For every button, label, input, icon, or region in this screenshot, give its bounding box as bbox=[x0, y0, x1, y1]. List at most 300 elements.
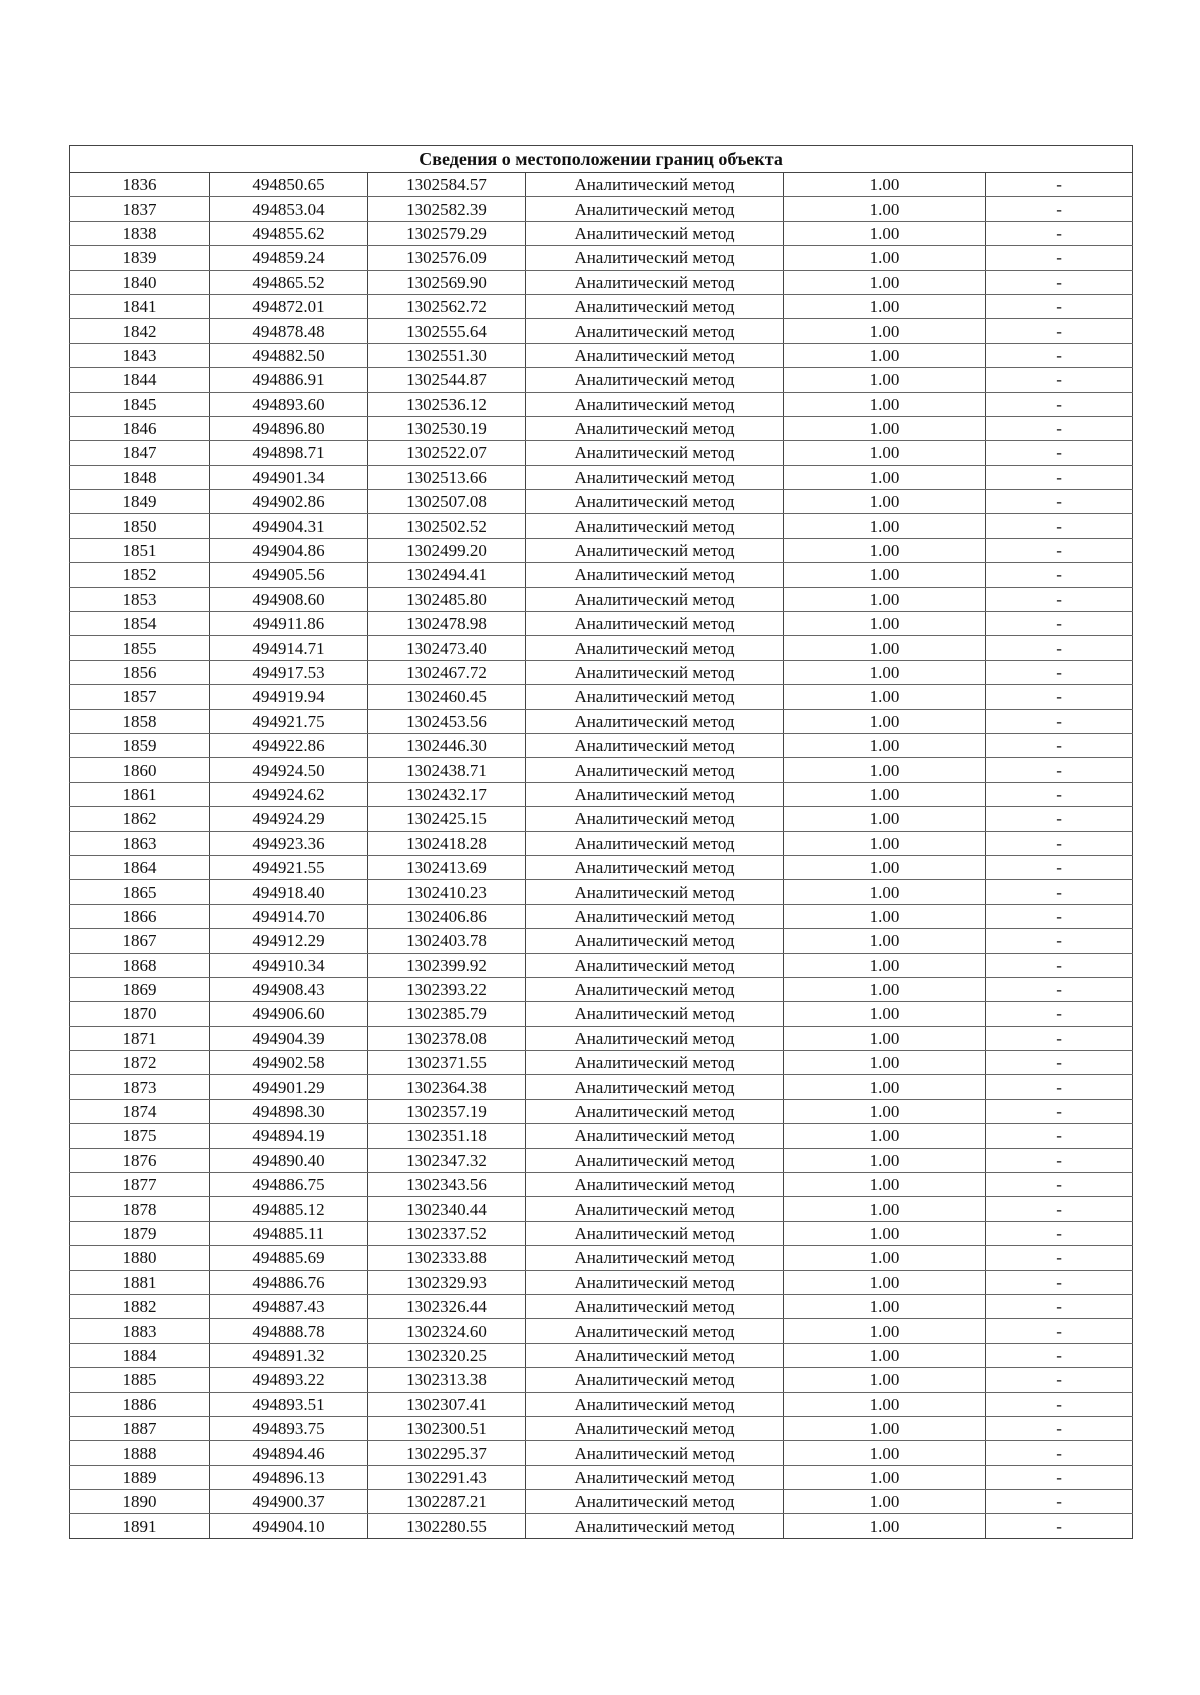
y-coordinate-cell: 1302343.56 bbox=[368, 1173, 526, 1197]
description-cell: - bbox=[986, 977, 1133, 1001]
point-number-cell: 1861 bbox=[70, 782, 210, 806]
point-number-cell: 1855 bbox=[70, 636, 210, 660]
description-cell: - bbox=[986, 904, 1133, 928]
x-coordinate-cell: 494908.60 bbox=[210, 587, 368, 611]
point-number-cell: 1857 bbox=[70, 685, 210, 709]
x-coordinate-cell: 494893.22 bbox=[210, 1368, 368, 1392]
description-cell: - bbox=[986, 392, 1133, 416]
description-cell: - bbox=[986, 831, 1133, 855]
table-row bbox=[70, 1124, 1133, 1148]
point-number-cell: 1870 bbox=[70, 1002, 210, 1026]
method-cell: Аналитический метод bbox=[526, 636, 784, 660]
table-row bbox=[70, 612, 1133, 636]
accuracy-cell: 1.00 bbox=[784, 904, 986, 928]
accuracy-cell: 1.00 bbox=[784, 1148, 986, 1172]
x-coordinate-cell: 494924.50 bbox=[210, 758, 368, 782]
x-coordinate-cell: 494902.86 bbox=[210, 490, 368, 514]
accuracy-cell: 1.00 bbox=[784, 1173, 986, 1197]
description-cell: - bbox=[986, 685, 1133, 709]
accuracy-cell: 1.00 bbox=[784, 855, 986, 879]
point-number-cell: 1880 bbox=[70, 1246, 210, 1270]
accuracy-cell: 1.00 bbox=[784, 807, 986, 831]
accuracy-cell: 1.00 bbox=[784, 733, 986, 757]
accuracy-cell: 1.00 bbox=[784, 1343, 986, 1367]
method-cell: Аналитический метод bbox=[526, 709, 784, 733]
y-coordinate-cell: 1302399.92 bbox=[368, 953, 526, 977]
point-number-cell: 1888 bbox=[70, 1441, 210, 1465]
table-row bbox=[70, 1294, 1133, 1318]
method-cell: Аналитический метод bbox=[526, 587, 784, 611]
table-row bbox=[70, 977, 1133, 1001]
point-number-cell: 1866 bbox=[70, 904, 210, 928]
description-cell: - bbox=[986, 1099, 1133, 1123]
description-cell: - bbox=[986, 490, 1133, 514]
x-coordinate-cell: 494887.43 bbox=[210, 1294, 368, 1318]
x-coordinate-cell: 494901.34 bbox=[210, 465, 368, 489]
x-coordinate-cell: 494912.29 bbox=[210, 929, 368, 953]
table-row bbox=[70, 392, 1133, 416]
method-cell: Аналитический метод bbox=[526, 612, 784, 636]
y-coordinate-cell: 1302494.41 bbox=[368, 563, 526, 587]
x-coordinate-cell: 494917.53 bbox=[210, 660, 368, 684]
description-cell: - bbox=[986, 1319, 1133, 1343]
y-coordinate-cell: 1302403.78 bbox=[368, 929, 526, 953]
table-row bbox=[70, 173, 1133, 197]
x-coordinate-cell: 494923.36 bbox=[210, 831, 368, 855]
accuracy-cell: 1.00 bbox=[784, 221, 986, 245]
accuracy-cell: 1.00 bbox=[784, 1075, 986, 1099]
x-coordinate-cell: 494886.76 bbox=[210, 1270, 368, 1294]
method-cell: Аналитический метод bbox=[526, 319, 784, 343]
method-cell: Аналитический метод bbox=[526, 1490, 784, 1514]
table-row bbox=[70, 709, 1133, 733]
y-coordinate-cell: 1302453.56 bbox=[368, 709, 526, 733]
table-row bbox=[70, 953, 1133, 977]
x-coordinate-cell: 494922.86 bbox=[210, 733, 368, 757]
table-row bbox=[70, 270, 1133, 294]
method-cell: Аналитический метод bbox=[526, 953, 784, 977]
table-row bbox=[70, 490, 1133, 514]
method-cell: Аналитический метод bbox=[526, 1392, 784, 1416]
table-row bbox=[70, 1514, 1133, 1538]
point-number-cell: 1886 bbox=[70, 1392, 210, 1416]
x-coordinate-cell: 494904.39 bbox=[210, 1026, 368, 1050]
accuracy-cell: 1.00 bbox=[784, 880, 986, 904]
description-cell: - bbox=[986, 343, 1133, 367]
method-cell: Аналитический метод bbox=[526, 441, 784, 465]
x-coordinate-cell: 494878.48 bbox=[210, 319, 368, 343]
method-cell: Аналитический метод bbox=[526, 197, 784, 221]
point-number-cell: 1877 bbox=[70, 1173, 210, 1197]
point-number-cell: 1845 bbox=[70, 392, 210, 416]
description-cell: - bbox=[986, 1051, 1133, 1075]
method-cell: Аналитический метод bbox=[526, 246, 784, 270]
point-number-cell: 1868 bbox=[70, 953, 210, 977]
x-coordinate-cell: 494896.80 bbox=[210, 416, 368, 440]
method-cell: Аналитический метод bbox=[526, 465, 784, 489]
x-coordinate-cell: 494865.52 bbox=[210, 270, 368, 294]
accuracy-cell: 1.00 bbox=[784, 538, 986, 562]
method-cell: Аналитический метод bbox=[526, 1514, 784, 1538]
table-row bbox=[70, 246, 1133, 270]
x-coordinate-cell: 494893.75 bbox=[210, 1416, 368, 1440]
method-cell: Аналитический метод bbox=[526, 1246, 784, 1270]
accuracy-cell: 1.00 bbox=[784, 1465, 986, 1489]
point-number-cell: 1876 bbox=[70, 1148, 210, 1172]
y-coordinate-cell: 1302555.64 bbox=[368, 319, 526, 343]
point-number-cell: 1837 bbox=[70, 197, 210, 221]
method-cell: Аналитический метод bbox=[526, 173, 784, 197]
x-coordinate-cell: 494902.58 bbox=[210, 1051, 368, 1075]
x-coordinate-cell: 494911.86 bbox=[210, 612, 368, 636]
point-number-cell: 1862 bbox=[70, 807, 210, 831]
accuracy-cell: 1.00 bbox=[784, 1270, 986, 1294]
description-cell: - bbox=[986, 294, 1133, 318]
x-coordinate-cell: 494921.55 bbox=[210, 855, 368, 879]
table-row bbox=[70, 1148, 1133, 1172]
y-coordinate-cell: 1302473.40 bbox=[368, 636, 526, 660]
description-cell: - bbox=[986, 1148, 1133, 1172]
point-number-cell: 1867 bbox=[70, 929, 210, 953]
table-row bbox=[70, 660, 1133, 684]
x-coordinate-cell: 494894.19 bbox=[210, 1124, 368, 1148]
method-cell: Аналитический метод bbox=[526, 660, 784, 684]
method-cell: Аналитический метод bbox=[526, 1197, 784, 1221]
accuracy-cell: 1.00 bbox=[784, 1002, 986, 1026]
point-number-cell: 1883 bbox=[70, 1319, 210, 1343]
description-cell: - bbox=[986, 1002, 1133, 1026]
x-coordinate-cell: 494885.69 bbox=[210, 1246, 368, 1270]
y-coordinate-cell: 1302584.57 bbox=[368, 173, 526, 197]
x-coordinate-cell: 494904.86 bbox=[210, 538, 368, 562]
method-cell: Аналитический метод bbox=[526, 563, 784, 587]
description-cell: - bbox=[986, 953, 1133, 977]
accuracy-cell: 1.00 bbox=[784, 1319, 986, 1343]
method-cell: Аналитический метод bbox=[526, 270, 784, 294]
description-cell: - bbox=[986, 1173, 1133, 1197]
y-coordinate-cell: 1302357.19 bbox=[368, 1099, 526, 1123]
y-coordinate-cell: 1302551.30 bbox=[368, 343, 526, 367]
description-cell: - bbox=[986, 660, 1133, 684]
method-cell: Аналитический метод bbox=[526, 904, 784, 928]
y-coordinate-cell: 1302432.17 bbox=[368, 782, 526, 806]
method-cell: Аналитический метод bbox=[526, 929, 784, 953]
accuracy-cell: 1.00 bbox=[784, 1099, 986, 1123]
point-number-cell: 1841 bbox=[70, 294, 210, 318]
accuracy-cell: 1.00 bbox=[784, 343, 986, 367]
y-coordinate-cell: 1302544.87 bbox=[368, 368, 526, 392]
x-coordinate-cell: 494888.78 bbox=[210, 1319, 368, 1343]
point-number-cell: 1874 bbox=[70, 1099, 210, 1123]
point-number-cell: 1882 bbox=[70, 1294, 210, 1318]
point-number-cell: 1850 bbox=[70, 514, 210, 538]
y-coordinate-cell: 1302460.45 bbox=[368, 685, 526, 709]
accuracy-cell: 1.00 bbox=[784, 319, 986, 343]
accuracy-cell: 1.00 bbox=[784, 685, 986, 709]
accuracy-cell: 1.00 bbox=[784, 1246, 986, 1270]
accuracy-cell: 1.00 bbox=[784, 490, 986, 514]
method-cell: Аналитический метод bbox=[526, 392, 784, 416]
accuracy-cell: 1.00 bbox=[784, 587, 986, 611]
description-cell: - bbox=[986, 880, 1133, 904]
y-coordinate-cell: 1302425.15 bbox=[368, 807, 526, 831]
table-row bbox=[70, 1002, 1133, 1026]
accuracy-cell: 1.00 bbox=[784, 660, 986, 684]
description-cell: - bbox=[986, 758, 1133, 782]
table-row bbox=[70, 1392, 1133, 1416]
x-coordinate-cell: 494924.29 bbox=[210, 807, 368, 831]
y-coordinate-cell: 1302522.07 bbox=[368, 441, 526, 465]
y-coordinate-cell: 1302418.28 bbox=[368, 831, 526, 855]
point-number-cell: 1885 bbox=[70, 1368, 210, 1392]
table-row bbox=[70, 1490, 1133, 1514]
table-row bbox=[70, 465, 1133, 489]
y-coordinate-cell: 1302326.44 bbox=[368, 1294, 526, 1318]
description-cell: - bbox=[986, 514, 1133, 538]
table-row bbox=[70, 416, 1133, 440]
point-number-cell: 1840 bbox=[70, 270, 210, 294]
y-coordinate-cell: 1302485.80 bbox=[368, 587, 526, 611]
accuracy-cell: 1.00 bbox=[784, 246, 986, 270]
table-row bbox=[70, 514, 1133, 538]
description-cell: - bbox=[986, 368, 1133, 392]
table-row bbox=[70, 831, 1133, 855]
method-cell: Аналитический метод bbox=[526, 685, 784, 709]
y-coordinate-cell: 1302291.43 bbox=[368, 1465, 526, 1489]
x-coordinate-cell: 494904.31 bbox=[210, 514, 368, 538]
accuracy-cell: 1.00 bbox=[784, 758, 986, 782]
y-coordinate-cell: 1302467.72 bbox=[368, 660, 526, 684]
table-row bbox=[70, 1026, 1133, 1050]
y-coordinate-cell: 1302502.52 bbox=[368, 514, 526, 538]
x-coordinate-cell: 494914.71 bbox=[210, 636, 368, 660]
point-number-cell: 1858 bbox=[70, 709, 210, 733]
x-coordinate-cell: 494893.51 bbox=[210, 1392, 368, 1416]
table-row bbox=[70, 538, 1133, 562]
table-row bbox=[70, 1343, 1133, 1367]
x-coordinate-cell: 494850.65 bbox=[210, 173, 368, 197]
table-row bbox=[70, 563, 1133, 587]
table-row bbox=[70, 221, 1133, 245]
table-row bbox=[70, 685, 1133, 709]
method-cell: Аналитический метод bbox=[526, 1270, 784, 1294]
y-coordinate-cell: 1302513.66 bbox=[368, 465, 526, 489]
accuracy-cell: 1.00 bbox=[784, 1026, 986, 1050]
x-coordinate-cell: 494904.10 bbox=[210, 1514, 368, 1538]
table-row bbox=[70, 1221, 1133, 1245]
accuracy-cell: 1.00 bbox=[784, 953, 986, 977]
y-coordinate-cell: 1302507.08 bbox=[368, 490, 526, 514]
accuracy-cell: 1.00 bbox=[784, 1392, 986, 1416]
y-coordinate-cell: 1302569.90 bbox=[368, 270, 526, 294]
point-number-cell: 1875 bbox=[70, 1124, 210, 1148]
y-coordinate-cell: 1302406.86 bbox=[368, 904, 526, 928]
point-number-cell: 1843 bbox=[70, 343, 210, 367]
point-number-cell: 1872 bbox=[70, 1051, 210, 1075]
x-coordinate-cell: 494859.24 bbox=[210, 246, 368, 270]
point-number-cell: 1839 bbox=[70, 246, 210, 270]
accuracy-cell: 1.00 bbox=[784, 929, 986, 953]
y-coordinate-cell: 1302413.69 bbox=[368, 855, 526, 879]
table-row bbox=[70, 636, 1133, 660]
description-cell: - bbox=[986, 1441, 1133, 1465]
description-cell: - bbox=[986, 587, 1133, 611]
method-cell: Аналитический метод bbox=[526, 1343, 784, 1367]
accuracy-cell: 1.00 bbox=[784, 1441, 986, 1465]
accuracy-cell: 1.00 bbox=[784, 416, 986, 440]
method-cell: Аналитический метод bbox=[526, 1099, 784, 1123]
x-coordinate-cell: 494855.62 bbox=[210, 221, 368, 245]
method-cell: Аналитический метод bbox=[526, 343, 784, 367]
table-row bbox=[70, 343, 1133, 367]
x-coordinate-cell: 494896.13 bbox=[210, 1465, 368, 1489]
point-number-cell: 1846 bbox=[70, 416, 210, 440]
x-coordinate-cell: 494908.43 bbox=[210, 977, 368, 1001]
y-coordinate-cell: 1302364.38 bbox=[368, 1075, 526, 1099]
point-number-cell: 1891 bbox=[70, 1514, 210, 1538]
x-coordinate-cell: 494924.62 bbox=[210, 782, 368, 806]
table-row bbox=[70, 807, 1133, 831]
table-row bbox=[70, 880, 1133, 904]
y-coordinate-cell: 1302351.18 bbox=[368, 1124, 526, 1148]
description-cell: - bbox=[986, 1026, 1133, 1050]
method-cell: Аналитический метод bbox=[526, 1465, 784, 1489]
point-number-cell: 1842 bbox=[70, 319, 210, 343]
description-cell: - bbox=[986, 1246, 1133, 1270]
accuracy-cell: 1.00 bbox=[784, 1490, 986, 1514]
point-number-cell: 1878 bbox=[70, 1197, 210, 1221]
description-cell: - bbox=[986, 1197, 1133, 1221]
accuracy-cell: 1.00 bbox=[784, 1514, 986, 1538]
point-number-cell: 1864 bbox=[70, 855, 210, 879]
description-cell: - bbox=[986, 563, 1133, 587]
description-cell: - bbox=[986, 709, 1133, 733]
x-coordinate-cell: 494898.71 bbox=[210, 441, 368, 465]
point-number-cell: 1836 bbox=[70, 173, 210, 197]
description-cell: - bbox=[986, 1392, 1133, 1416]
method-cell: Аналитический метод bbox=[526, 782, 784, 806]
accuracy-cell: 1.00 bbox=[784, 1294, 986, 1318]
method-cell: Аналитический метод bbox=[526, 514, 784, 538]
description-cell: - bbox=[986, 1514, 1133, 1538]
description-cell: - bbox=[986, 465, 1133, 489]
method-cell: Аналитический метод bbox=[526, 831, 784, 855]
description-cell: - bbox=[986, 855, 1133, 879]
method-cell: Аналитический метод bbox=[526, 733, 784, 757]
accuracy-cell: 1.00 bbox=[784, 1416, 986, 1440]
x-coordinate-cell: 494918.40 bbox=[210, 880, 368, 904]
accuracy-cell: 1.00 bbox=[784, 831, 986, 855]
x-coordinate-cell: 494914.70 bbox=[210, 904, 368, 928]
description-cell: - bbox=[986, 612, 1133, 636]
table-row bbox=[70, 1319, 1133, 1343]
point-number-cell: 1860 bbox=[70, 758, 210, 782]
method-cell: Аналитический метод bbox=[526, 1075, 784, 1099]
y-coordinate-cell: 1302313.38 bbox=[368, 1368, 526, 1392]
method-cell: Аналитический метод bbox=[526, 880, 784, 904]
description-cell: - bbox=[986, 538, 1133, 562]
method-cell: Аналитический метод bbox=[526, 1173, 784, 1197]
accuracy-cell: 1.00 bbox=[784, 1368, 986, 1392]
method-cell: Аналитический метод bbox=[526, 1051, 784, 1075]
method-cell: Аналитический метод bbox=[526, 758, 784, 782]
method-cell: Аналитический метод bbox=[526, 416, 784, 440]
y-coordinate-cell: 1302333.88 bbox=[368, 1246, 526, 1270]
table-title-row bbox=[70, 146, 1133, 173]
point-number-cell: 1838 bbox=[70, 221, 210, 245]
point-number-cell: 1884 bbox=[70, 1343, 210, 1367]
description-cell: - bbox=[986, 1490, 1133, 1514]
y-coordinate-cell: 1302582.39 bbox=[368, 197, 526, 221]
point-number-cell: 1879 bbox=[70, 1221, 210, 1245]
table-row bbox=[70, 441, 1133, 465]
table-row bbox=[70, 319, 1133, 343]
accuracy-cell: 1.00 bbox=[784, 636, 986, 660]
description-cell: - bbox=[986, 1075, 1133, 1099]
description-cell: - bbox=[986, 807, 1133, 831]
description-cell: - bbox=[986, 1124, 1133, 1148]
table-row bbox=[70, 294, 1133, 318]
x-coordinate-cell: 494906.60 bbox=[210, 1002, 368, 1026]
x-coordinate-cell: 494898.30 bbox=[210, 1099, 368, 1123]
y-coordinate-cell: 1302562.72 bbox=[368, 294, 526, 318]
accuracy-cell: 1.00 bbox=[784, 782, 986, 806]
point-number-cell: 1873 bbox=[70, 1075, 210, 1099]
y-coordinate-cell: 1302576.09 bbox=[368, 246, 526, 270]
description-cell: - bbox=[986, 782, 1133, 806]
accuracy-cell: 1.00 bbox=[784, 709, 986, 733]
description-cell: - bbox=[986, 270, 1133, 294]
accuracy-cell: 1.00 bbox=[784, 392, 986, 416]
method-cell: Аналитический метод bbox=[526, 1002, 784, 1026]
table-row bbox=[70, 1173, 1133, 1197]
table-row bbox=[70, 1246, 1133, 1270]
table-row bbox=[70, 1051, 1133, 1075]
x-coordinate-cell: 494921.75 bbox=[210, 709, 368, 733]
x-coordinate-cell: 494882.50 bbox=[210, 343, 368, 367]
y-coordinate-cell: 1302347.32 bbox=[368, 1148, 526, 1172]
y-coordinate-cell: 1302378.08 bbox=[368, 1026, 526, 1050]
table-body bbox=[70, 146, 1133, 1539]
x-coordinate-cell: 494919.94 bbox=[210, 685, 368, 709]
y-coordinate-cell: 1302579.29 bbox=[368, 221, 526, 245]
table-row bbox=[70, 1368, 1133, 1392]
description-cell: - bbox=[986, 173, 1133, 197]
description-cell: - bbox=[986, 441, 1133, 465]
point-number-cell: 1869 bbox=[70, 977, 210, 1001]
y-coordinate-cell: 1302371.55 bbox=[368, 1051, 526, 1075]
y-coordinate-cell: 1302536.12 bbox=[368, 392, 526, 416]
accuracy-cell: 1.00 bbox=[784, 465, 986, 489]
y-coordinate-cell: 1302324.60 bbox=[368, 1319, 526, 1343]
y-coordinate-cell: 1302410.23 bbox=[368, 880, 526, 904]
y-coordinate-cell: 1302300.51 bbox=[368, 1416, 526, 1440]
description-cell: - bbox=[986, 1294, 1133, 1318]
x-coordinate-cell: 494905.56 bbox=[210, 563, 368, 587]
method-cell: Аналитический метод bbox=[526, 368, 784, 392]
table-row bbox=[70, 929, 1133, 953]
y-coordinate-cell: 1302393.22 bbox=[368, 977, 526, 1001]
accuracy-cell: 1.00 bbox=[784, 294, 986, 318]
table-row bbox=[70, 1465, 1133, 1489]
point-number-cell: 1856 bbox=[70, 660, 210, 684]
description-cell: - bbox=[986, 1343, 1133, 1367]
x-coordinate-cell: 494900.37 bbox=[210, 1490, 368, 1514]
accuracy-cell: 1.00 bbox=[784, 612, 986, 636]
accuracy-cell: 1.00 bbox=[784, 563, 986, 587]
accuracy-cell: 1.00 bbox=[784, 197, 986, 221]
table-row bbox=[70, 197, 1133, 221]
